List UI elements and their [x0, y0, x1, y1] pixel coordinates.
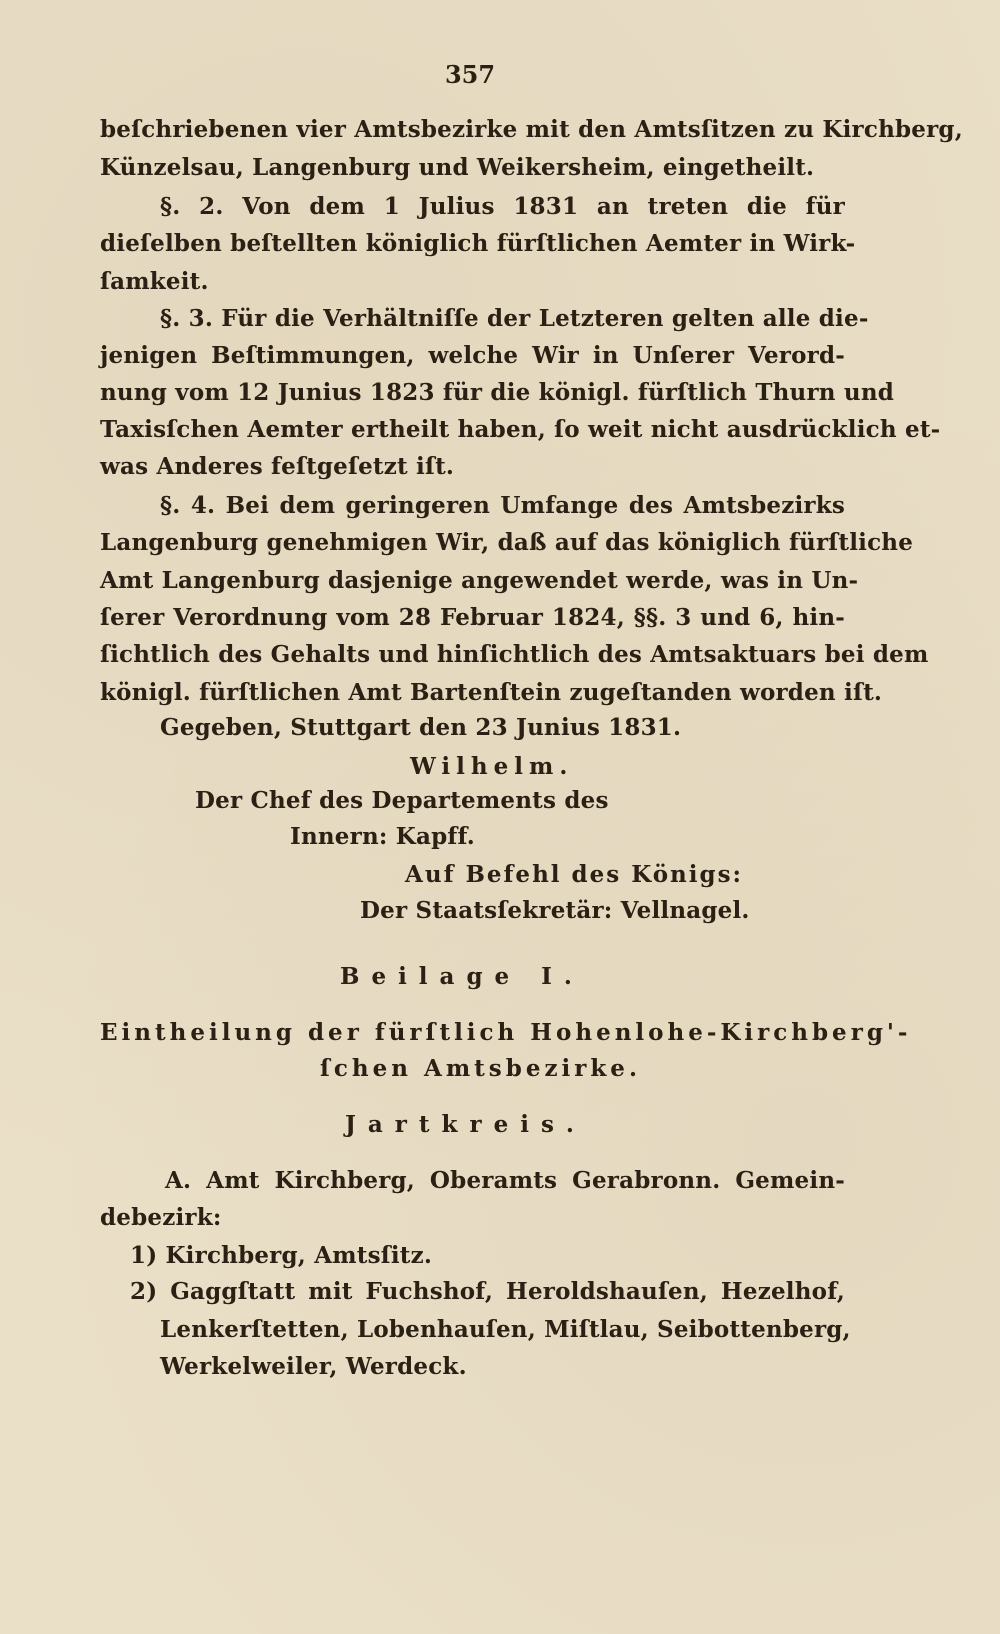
text-line-15: ſichtlich des Gehalts und hinſichtlich des Amtsaktuars bei dem — [100, 641, 929, 668]
district-heading: Jartkreis. — [345, 1111, 586, 1138]
list-item-2: 2) Gaggſtatt mit Fuchshof, Heroldshauſen, Hezelhof, — [130, 1278, 845, 1305]
text-line-8: nung vom 12 Junius 1823 für die königl. fürſtlich Thurn und — [100, 379, 895, 406]
text-line-27: A. Amt Kirchberg, Oberamts Gerabronn. Gemein- — [165, 1167, 845, 1194]
signature-chef-name: Innern: Kapff. — [290, 823, 475, 850]
text-line-4: dieſelben beſtellten königlich fürſtlichen Aemter in Wirk- — [100, 230, 856, 257]
text-line-13: Amt Langenburg dasjenige angewendet werde, was in Un- — [100, 567, 859, 594]
text-line-6: §. 3. Für die Verhältniſſe der Letzteren gelten alle die- — [160, 305, 869, 332]
text-line-9: Taxisſchen Aemter ertheilt haben, ſo weit nicht ausdrücklich et- — [100, 416, 941, 443]
signature-chef-title: Der Chef des Departements des — [195, 787, 609, 814]
text-line-2: Künzelsau, Langenburg und Weikersheim, eingetheilt. — [100, 154, 815, 181]
text-line-3: §. 2. Von dem 1 Julius 1831 an treten die für — [160, 193, 845, 220]
signature-king: Wilhelm. — [410, 753, 574, 780]
text-line-11: §. 4. Bei dem geringeren Umfange des Amtsbezirks — [160, 492, 845, 519]
signature-date: Gegeben, Stuttgart den 23 Junius 1831. — [160, 714, 682, 741]
text-line-16: königl. fürſtlichen Amt Bartenſtein zugeſtanden worden iſt. — [100, 679, 883, 706]
list-item-1: 1) Kirchberg, Amtsſitz. — [130, 1242, 433, 1269]
text-line-12: Langenburg genehmigen Wir, daß auf das königlich fürſtliche — [100, 529, 914, 556]
text-line-5: ſamkeit. — [100, 268, 209, 295]
subheading-line-2: ſchen Amtsbezirke. — [320, 1055, 641, 1082]
text-line-28: debezirk: — [100, 1204, 222, 1231]
signature-secretary: Der Staatsſekretär: Vellnagel. — [360, 897, 750, 924]
list-item-2-cont-2: Werkelweiler, Werdeck. — [160, 1353, 467, 1380]
text-line-1: beſchriebenen vier Amtsbezirke mit den Amtsſitzen zu Kirchberg, — [100, 116, 963, 143]
section-heading: Beilage I. — [340, 963, 584, 990]
text-line-10: was Anderes feſtgeſetzt iſt. — [100, 453, 455, 480]
text-line-7: jenigen Beſtimmungen, welche Wir in Unſerer Verord- — [100, 342, 845, 369]
text-line-14: ſerer Verordnung vom 28 Februar 1824, §§. 3 und 6, hin- — [100, 604, 845, 631]
page-number: 357 — [444, 60, 496, 89]
list-item-2-cont-1: Lenkerſtetten, Lobenhauſen, Miſtlau, Seibottenberg, — [160, 1316, 851, 1343]
signature-command: Auf Befehl des Königs: — [405, 861, 744, 888]
subheading-line-1: Eintheilung der fürſtlich Hohenlohe-Kirchberg'- — [100, 1019, 912, 1046]
